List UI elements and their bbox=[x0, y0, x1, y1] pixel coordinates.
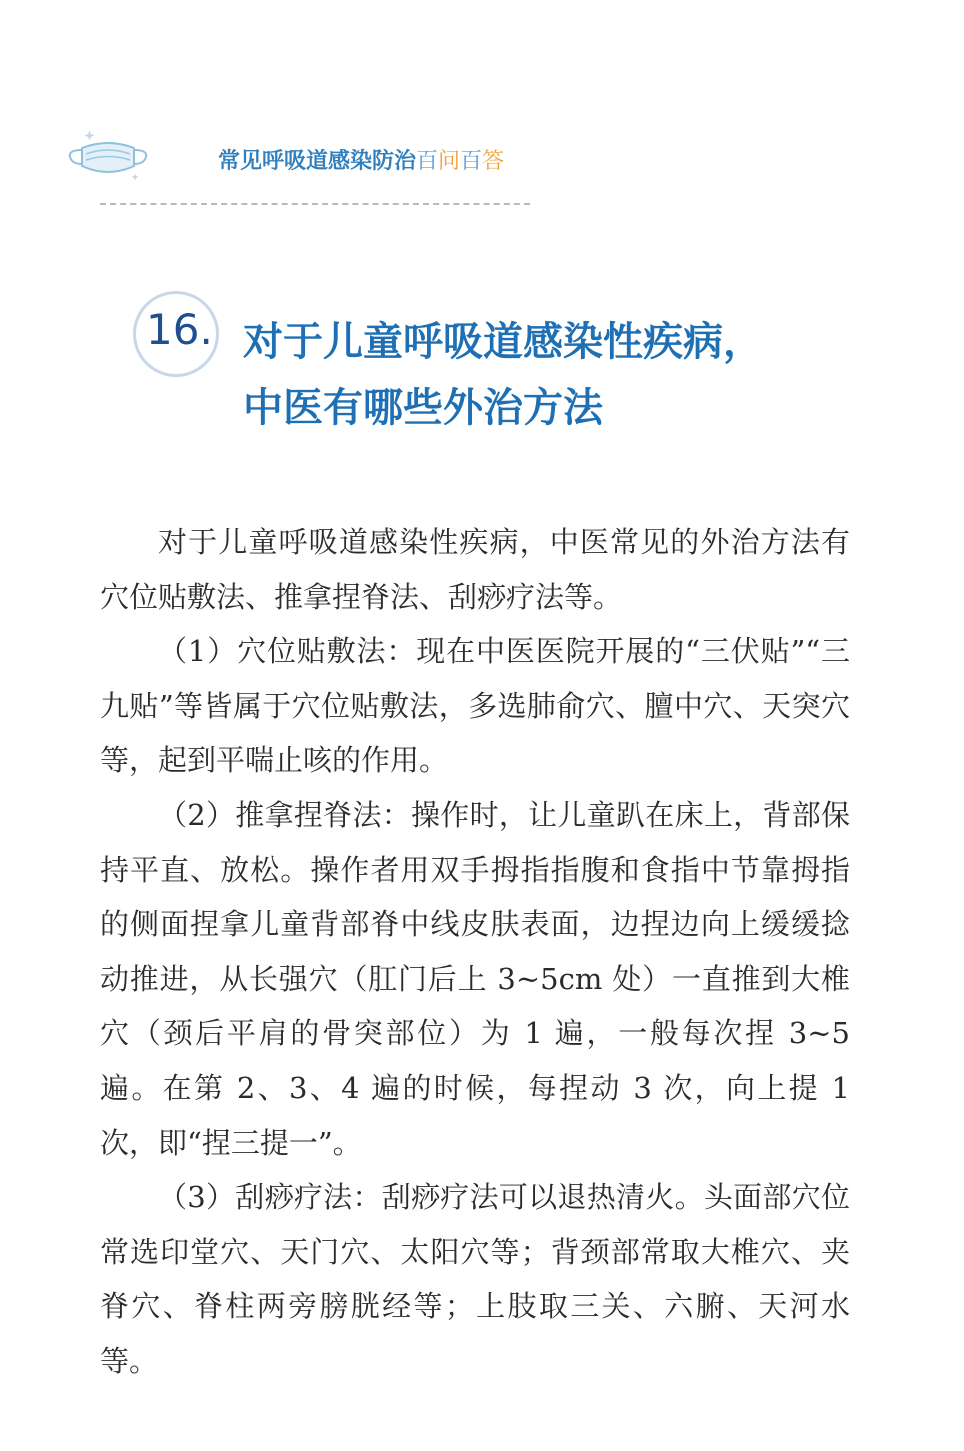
running-header bbox=[218, 144, 504, 175]
face-mask-icon bbox=[64, 128, 152, 184]
answer-body bbox=[100, 515, 850, 1389]
question-title-line-2: 中医有哪些外治方法 bbox=[243, 385, 603, 431]
header-title-char-1: 百 bbox=[416, 149, 439, 174]
header-title-char-4: 答 bbox=[482, 149, 505, 174]
header-divider bbox=[100, 203, 530, 205]
paragraph-spine-pinching: （2）推拿捏脊法：操作时，让儿童趴在床上，背部保持平直、放松。操作者用双手拇指指腹和食指中节靠拇指的侧面捏拿儿童背部脊中线皮肤表面，边捏边向上缓缓捻动推进，从长强穴（肛门后上 3~5cm 处）一直推到大椎穴（颈后平肩的骨突部位）为 1 遍，一般每次捏 3~5 遍。在第 2、3、4 遍的时候，每捏动 3 次，向上提 1 次，即“捏三提一”。 bbox=[100, 797, 850, 1160]
paragraph-intro: 对于儿童呼吸道感染性疾病，中医常见的外治方法有穴位贴敷法、推拿捏脊法、刮痧疗法等。 bbox=[100, 525, 850, 614]
paragraph-scraping: （3）刮痧疗法：刮痧疗法可以退热清火。头面部穴位常选印堂穴、天门穴、太阳穴等；背颈部常取大椎穴、夹脊穴、脊柱两旁膀胱经等；上肢取三关、六腑、天河水等。 bbox=[100, 1180, 850, 1378]
header-title-main: 常见呼吸道感染防治 bbox=[218, 149, 417, 174]
question-number: 16. bbox=[146, 305, 213, 354]
paragraph-acupoint-application: （1）穴位贴敷法：现在中医医院开展的“三伏贴”“三九贴”等皆属于穴位贴敷法，多选肺俞穴、膻中穴、天突穴等，起到平喘止咳的作用。 bbox=[100, 634, 850, 778]
header-title-char-3: 百 bbox=[460, 149, 483, 174]
question-title-line-1: 对于儿童呼吸道感染性疾病， bbox=[243, 319, 763, 365]
header-title-char-2: 问 bbox=[438, 149, 461, 174]
